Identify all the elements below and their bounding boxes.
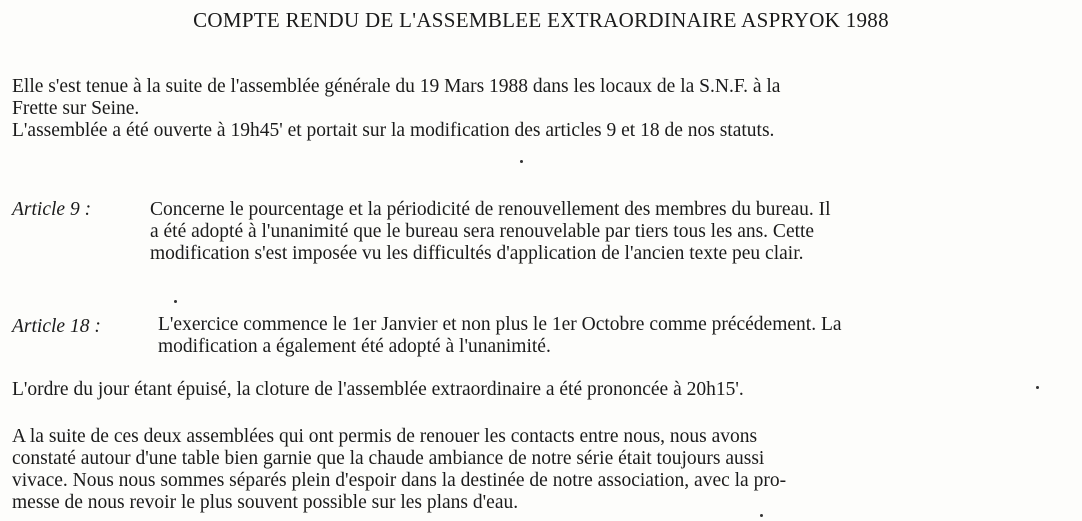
intro-paragraph — [12, 76, 1070, 142]
article-9-body — [150, 199, 831, 265]
article-18-line-2: modification a également été adopté à l'unanimité. — [158, 336, 551, 357]
closing-line: L'ordre du jour étant épuisé, la cloture de l'assemblée extraordinaire a été prononcée à 20h15'. — [12, 379, 744, 400]
closing-paragraph — [12, 379, 1070, 401]
final-paragraph — [12, 426, 1070, 514]
scan-speck — [520, 160, 523, 163]
final-line-2: constaté autour d'une table bien garnie que la chaude ambiance de notre série était toujours aussi — [12, 448, 765, 469]
scan-speck — [760, 514, 763, 517]
scan-speck — [174, 300, 177, 303]
intro-line-3: L'assemblée a été ouverte à 19h45' et portait sur la modification des articles 9 et 18 de nos statuts. — [12, 120, 775, 141]
article-18-label: Article 18 : — [12, 316, 101, 337]
article-9-line-1: Concerne le pourcentage et la périodicité de renouvellement des membres du bureau. Il — [150, 199, 831, 220]
scan-speck — [1036, 386, 1039, 389]
article-18-body — [158, 314, 842, 358]
intro-line-2: Frette sur Seine. — [12, 98, 140, 119]
article-9-label: Article 9 : — [12, 199, 92, 220]
article-18-line-1: L'exercice commence le 1er Janvier et non plus le 1er Octobre comme précédement. La — [158, 314, 842, 335]
final-line-4: messe de nous revoir le plus souvent possible sur les plans d'eau. — [12, 492, 519, 513]
final-line-3: vivace. Nous nous sommes séparés plein d'espoir dans la destinée de notre association, avec la pro- — [12, 470, 787, 491]
document-title: COMPTE RENDU DE L'ASSEMBLEE EXTRAORDINAIRE ASPRYOK 1988 — [193, 8, 889, 32]
article-9-line-2: a été adopté à l'unanimité que le bureau sera renouvelable par tiers tous les ans. Cette — [150, 221, 815, 242]
intro-line-1: Elle s'est tenue à la suite de l'assemblée générale du 19 Mars 1988 dans les locaux de la S.N.F. à la — [12, 76, 781, 97]
final-line-1: A la suite de ces deux assemblées qui ont permis de renouer les contacts entre nous, nous avons — [12, 426, 758, 447]
article-9-line-3: modification s'est imposée vu les difficultés d'application de l'ancien texte peu clair. — [150, 243, 804, 264]
